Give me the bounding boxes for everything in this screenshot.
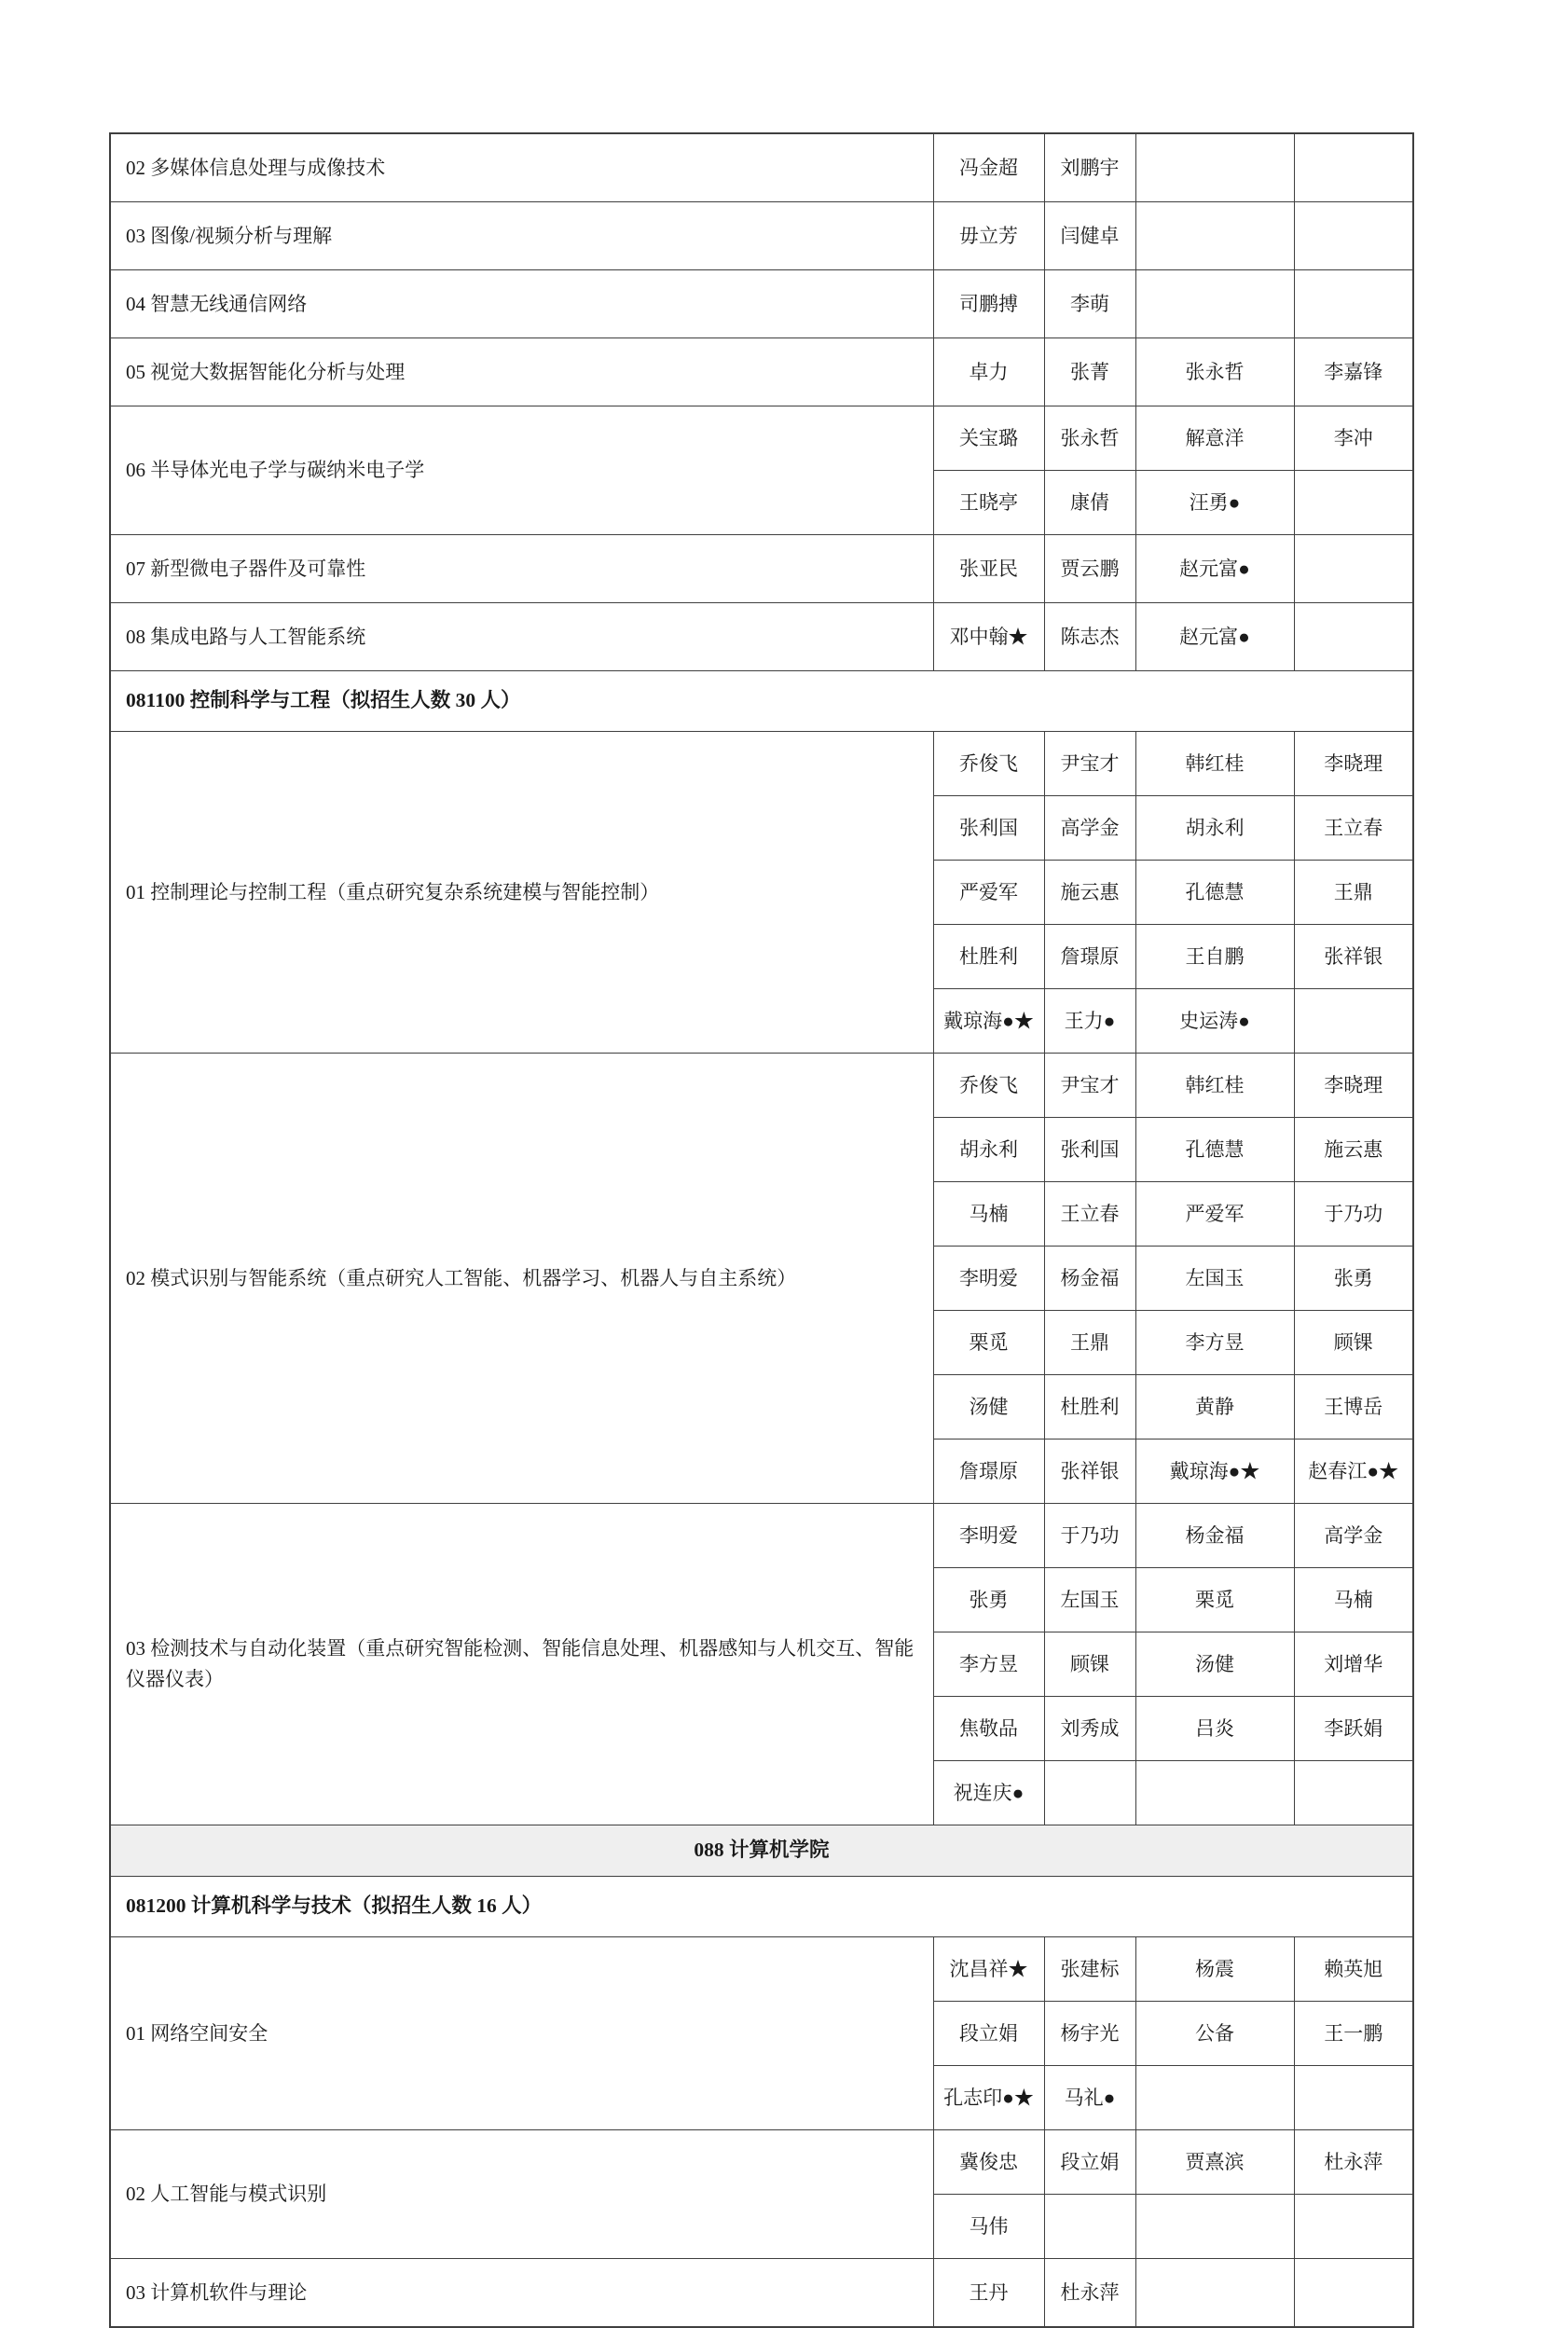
supervisor-cell: 王晓亭 bbox=[933, 471, 1044, 535]
table-row bbox=[110, 270, 1413, 338]
table-row bbox=[110, 732, 1413, 796]
supervisor-cell: 史运涛● bbox=[1135, 989, 1294, 1054]
supervisor-cell: 杜胜利 bbox=[933, 925, 1044, 989]
supervisor-cell: 马楠 bbox=[1294, 1568, 1413, 1632]
direction-cell: 03 图像/视频分析与理解 bbox=[110, 202, 933, 270]
supervisor-cell bbox=[1294, 1761, 1413, 1825]
supervisor-cell: 冀俊忠 bbox=[933, 2130, 1044, 2195]
supervisor-cell: 孔志印●★ bbox=[933, 2066, 1044, 2130]
supervisor-cell: 张亚民 bbox=[933, 535, 1044, 603]
supervisor-cell: 马伟 bbox=[933, 2195, 1044, 2259]
college-header-row bbox=[110, 1825, 1413, 1877]
supervisor-cell: 栗觅 bbox=[1135, 1568, 1294, 1632]
supervisor-cell: 贾云鹏 bbox=[1044, 535, 1135, 603]
table-row bbox=[110, 133, 1413, 202]
supervisor-cell bbox=[1135, 2195, 1294, 2259]
supervisor-cell: 李明爱 bbox=[933, 1247, 1044, 1311]
table-row bbox=[110, 2130, 1413, 2195]
direction-cell: 07 新型微电子器件及可靠性 bbox=[110, 535, 933, 603]
supervisor-cell: 杨宇光 bbox=[1044, 2002, 1135, 2066]
supervisor-cell: 杨金福 bbox=[1044, 1247, 1135, 1311]
direction-cell: 06 半导体光电子学与碳纳米电子学 bbox=[110, 406, 933, 535]
supervisor-cell: 卓力 bbox=[933, 338, 1044, 406]
supervisor-cell bbox=[1294, 989, 1413, 1054]
table-row bbox=[110, 338, 1413, 406]
supervisor-cell: 戴琼海●★ bbox=[933, 989, 1044, 1054]
supervisor-cell: 施云惠 bbox=[1294, 1118, 1413, 1182]
supervisor-cell: 尹宝才 bbox=[1044, 1054, 1135, 1118]
supervisor-cell: 尹宝才 bbox=[1044, 732, 1135, 796]
supervisor-cell: 康倩 bbox=[1044, 471, 1135, 535]
supervisor-cell: 马礼● bbox=[1044, 2066, 1135, 2130]
supervisor-cell: 张永哲 bbox=[1044, 406, 1135, 471]
supervisor-cell bbox=[1294, 603, 1413, 671]
direction-cell: 02 人工智能与模式识别 bbox=[110, 2130, 933, 2259]
supervisor-cell: 王立春 bbox=[1294, 796, 1413, 861]
supervisor-cell: 沈昌祥★ bbox=[933, 1937, 1044, 2002]
supervisor-cell: 张永哲 bbox=[1135, 338, 1294, 406]
supervisor-cell bbox=[1044, 1761, 1135, 1825]
direction-cell: 03 检测技术与自动化装置（重点研究智能检测、智能信息处理、机器感知与人机交互、智能仪器仪表） bbox=[110, 1504, 933, 1825]
supervisor-cell: 王博岳 bbox=[1294, 1375, 1413, 1440]
supervisor-cell: 贾熹滨 bbox=[1135, 2130, 1294, 2195]
supervisor-cell bbox=[1294, 202, 1413, 270]
supervisor-cell: 胡永利 bbox=[933, 1118, 1044, 1182]
table-row bbox=[110, 535, 1413, 603]
supervisor-cell: 陈志杰 bbox=[1044, 603, 1135, 671]
direction-cell: 08 集成电路与人工智能系统 bbox=[110, 603, 933, 671]
table-row bbox=[110, 1054, 1413, 1118]
supervisor-cell: 马楠 bbox=[933, 1182, 1044, 1247]
supervisor-cell: 刘秀成 bbox=[1044, 1697, 1135, 1761]
supervisor-cell: 杜永萍 bbox=[1044, 2259, 1135, 2328]
supervisor-cell: 栗觅 bbox=[933, 1311, 1044, 1375]
table-row bbox=[110, 1937, 1413, 2002]
supervisor-cell: 张建标 bbox=[1044, 1937, 1135, 2002]
supervisor-cell: 张菁 bbox=[1044, 338, 1135, 406]
supervisor-cell: 李明爱 bbox=[933, 1504, 1044, 1568]
supervisor-cell: 祝连庆● bbox=[933, 1761, 1044, 1825]
supervisor-cell: 韩红桂 bbox=[1135, 732, 1294, 796]
supervisor-cell: 李晓理 bbox=[1294, 732, 1413, 796]
supervisor-cell bbox=[1135, 202, 1294, 270]
supervisor-cell bbox=[1135, 2066, 1294, 2130]
admissions-table-body bbox=[110, 133, 1413, 2327]
supervisor-cell: 乔俊飞 bbox=[933, 732, 1044, 796]
supervisor-cell bbox=[1135, 133, 1294, 202]
supervisor-cell: 胡永利 bbox=[1135, 796, 1294, 861]
table-row bbox=[110, 2259, 1413, 2328]
table-row bbox=[110, 1504, 1413, 1568]
supervisor-cell: 王力● bbox=[1044, 989, 1135, 1054]
supervisor-cell: 李跃娟 bbox=[1294, 1697, 1413, 1761]
supervisor-cell: 毋立芳 bbox=[933, 202, 1044, 270]
supervisor-cell: 公备 bbox=[1135, 2002, 1294, 2066]
direction-cell: 04 智慧无线通信网络 bbox=[110, 270, 933, 338]
supervisor-cell: 杜永萍 bbox=[1294, 2130, 1413, 2195]
supervisor-cell: 左国玉 bbox=[1135, 1247, 1294, 1311]
college-header-label: 088 计算机学院 bbox=[110, 1825, 1413, 1877]
section-header-row bbox=[110, 671, 1413, 732]
table-row bbox=[110, 406, 1413, 471]
supervisor-cell: 赵元富● bbox=[1135, 603, 1294, 671]
supervisor-cell: 顾锞 bbox=[1294, 1311, 1413, 1375]
supervisor-cell: 詹璟原 bbox=[1044, 925, 1135, 989]
direction-cell: 02 模式识别与智能系统（重点研究人工智能、机器学习、机器人与自主系统） bbox=[110, 1054, 933, 1504]
supervisor-cell: 严爱军 bbox=[1135, 1182, 1294, 1247]
supervisor-cell: 黄静 bbox=[1135, 1375, 1294, 1440]
supervisor-cell: 李萌 bbox=[1044, 270, 1135, 338]
supervisor-cell bbox=[1294, 133, 1413, 202]
supervisor-cell: 杜胜利 bbox=[1044, 1375, 1135, 1440]
supervisor-cell: 段立娟 bbox=[933, 2002, 1044, 2066]
direction-cell: 05 视觉大数据智能化分析与处理 bbox=[110, 338, 933, 406]
supervisor-cell: 邓中翰★ bbox=[933, 603, 1044, 671]
direction-cell: 02 多媒体信息处理与成像技术 bbox=[110, 133, 933, 202]
supervisor-cell: 顾锞 bbox=[1044, 1632, 1135, 1697]
supervisor-cell: 乔俊飞 bbox=[933, 1054, 1044, 1118]
table-row bbox=[110, 603, 1413, 671]
supervisor-cell: 王鼎 bbox=[1044, 1311, 1135, 1375]
section-header-label: 081100 控制科学与工程（拟招生人数 30 人） bbox=[110, 671, 1413, 732]
supervisor-cell: 段立娟 bbox=[1044, 2130, 1135, 2195]
supervisor-cell bbox=[1044, 2195, 1135, 2259]
supervisor-cell: 张利国 bbox=[1044, 1118, 1135, 1182]
supervisor-cell: 张勇 bbox=[933, 1568, 1044, 1632]
supervisor-cell bbox=[1135, 270, 1294, 338]
supervisor-cell: 詹璟原 bbox=[933, 1440, 1044, 1504]
table-row bbox=[110, 202, 1413, 270]
supervisor-cell: 闫健卓 bbox=[1044, 202, 1135, 270]
supervisor-cell: 张利国 bbox=[933, 796, 1044, 861]
supervisor-cell: 王丹 bbox=[933, 2259, 1044, 2328]
supervisor-cell bbox=[1294, 535, 1413, 603]
supervisor-cell: 孔德慧 bbox=[1135, 861, 1294, 925]
supervisor-cell: 张祥银 bbox=[1044, 1440, 1135, 1504]
supervisor-cell: 李嘉锋 bbox=[1294, 338, 1413, 406]
supervisor-cell: 焦敬品 bbox=[933, 1697, 1044, 1761]
supervisor-cell: 吕炎 bbox=[1135, 1697, 1294, 1761]
supervisor-cell: 李方昱 bbox=[933, 1632, 1044, 1697]
supervisor-cell: 于乃功 bbox=[1044, 1504, 1135, 1568]
supervisor-cell: 李晓理 bbox=[1294, 1054, 1413, 1118]
supervisor-cell bbox=[1294, 2066, 1413, 2130]
supervisor-cell: 赵春江●★ bbox=[1294, 1440, 1413, 1504]
supervisor-cell: 关宝璐 bbox=[933, 406, 1044, 471]
supervisor-cell: 刘鹏宇 bbox=[1044, 133, 1135, 202]
supervisor-cell: 汪勇● bbox=[1135, 471, 1294, 535]
admissions-table bbox=[109, 132, 1414, 2328]
supervisor-cell: 王立春 bbox=[1044, 1182, 1135, 1247]
supervisor-cell: 王鼎 bbox=[1294, 861, 1413, 925]
supervisor-cell bbox=[1294, 270, 1413, 338]
supervisor-cell bbox=[1135, 1761, 1294, 1825]
supervisor-cell: 赵元富● bbox=[1135, 535, 1294, 603]
supervisor-cell: 杨震 bbox=[1135, 1937, 1294, 2002]
supervisor-cell: 解意洋 bbox=[1135, 406, 1294, 471]
supervisor-cell: 汤健 bbox=[933, 1375, 1044, 1440]
supervisor-cell: 赖英旭 bbox=[1294, 1937, 1413, 2002]
direction-cell: 01 控制理论与控制工程（重点研究复杂系统建模与智能控制） bbox=[110, 732, 933, 1054]
supervisor-cell bbox=[1294, 2259, 1413, 2328]
supervisor-cell: 于乃功 bbox=[1294, 1182, 1413, 1247]
supervisor-cell: 高学金 bbox=[1294, 1504, 1413, 1568]
supervisor-cell bbox=[1294, 471, 1413, 535]
section-header-row bbox=[110, 1877, 1413, 1937]
supervisor-cell: 李冲 bbox=[1294, 406, 1413, 471]
supervisor-cell bbox=[1135, 2259, 1294, 2328]
supervisor-cell: 刘增华 bbox=[1294, 1632, 1413, 1697]
supervisor-cell: 王一鹏 bbox=[1294, 2002, 1413, 2066]
section-header-label: 081200 计算机科学与技术（拟招生人数 16 人） bbox=[110, 1877, 1413, 1937]
supervisor-cell: 左国玉 bbox=[1044, 1568, 1135, 1632]
supervisor-cell: 冯金超 bbox=[933, 133, 1044, 202]
direction-cell: 03 计算机软件与理论 bbox=[110, 2259, 933, 2328]
supervisor-cell: 汤健 bbox=[1135, 1632, 1294, 1697]
supervisor-cell bbox=[1294, 2195, 1413, 2259]
supervisor-cell: 高学金 bbox=[1044, 796, 1135, 861]
supervisor-cell: 李方昱 bbox=[1135, 1311, 1294, 1375]
supervisor-cell: 司鹏搏 bbox=[933, 270, 1044, 338]
supervisor-cell: 戴琼海●★ bbox=[1135, 1440, 1294, 1504]
direction-cell: 01 网络空间安全 bbox=[110, 1937, 933, 2130]
supervisor-cell: 孔德慧 bbox=[1135, 1118, 1294, 1182]
supervisor-cell: 张祥银 bbox=[1294, 925, 1413, 989]
supervisor-cell: 韩红桂 bbox=[1135, 1054, 1294, 1118]
supervisor-cell: 杨金福 bbox=[1135, 1504, 1294, 1568]
supervisor-cell: 施云惠 bbox=[1044, 861, 1135, 925]
supervisor-cell: 张勇 bbox=[1294, 1247, 1413, 1311]
supervisor-cell: 严爱军 bbox=[933, 861, 1044, 925]
supervisor-cell: 王自鹏 bbox=[1135, 925, 1294, 989]
